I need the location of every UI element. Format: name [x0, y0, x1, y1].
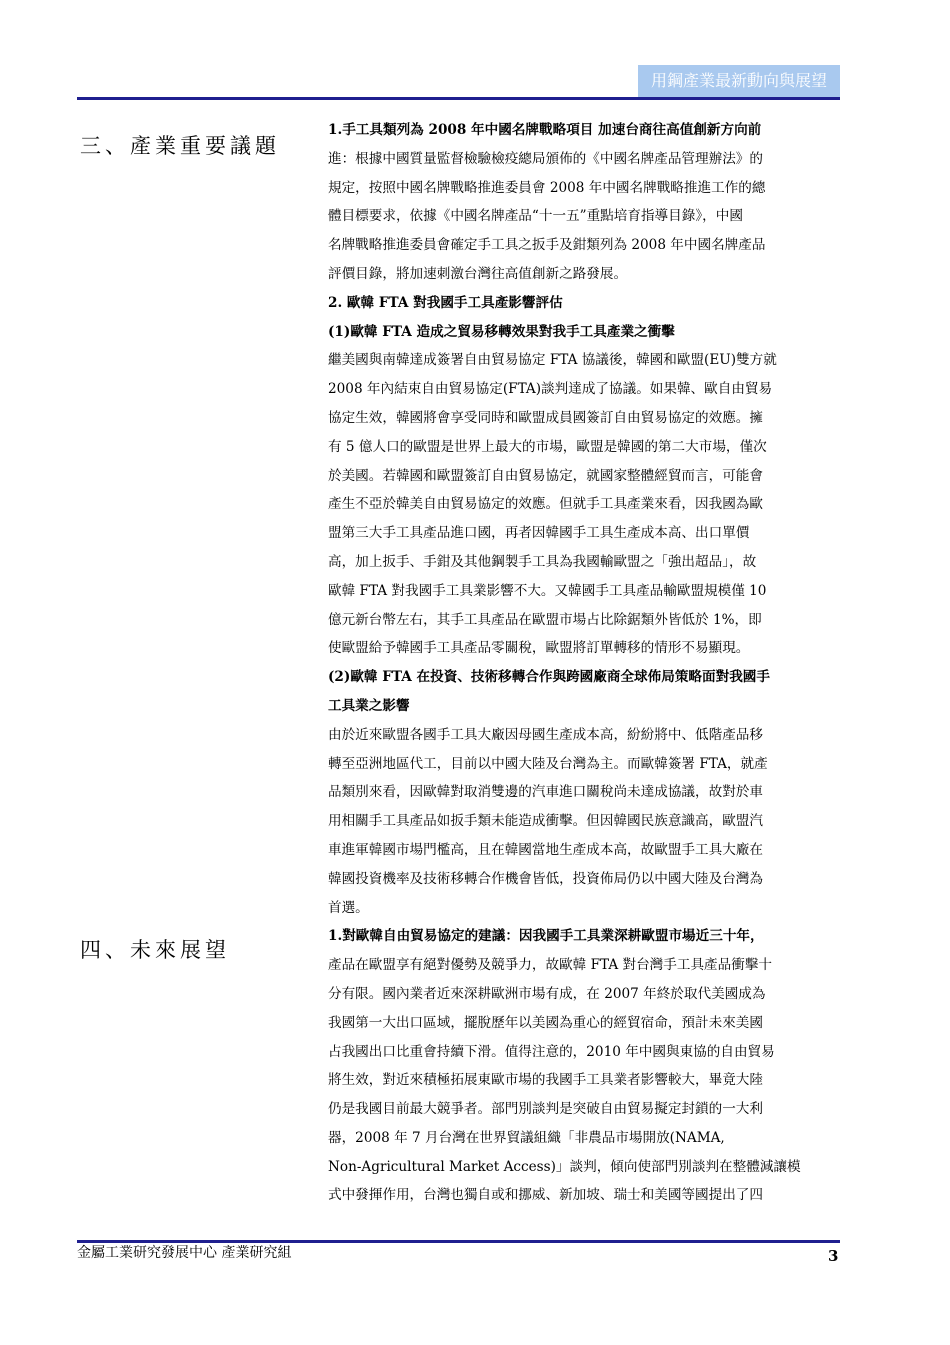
body-line: 高，加上扳手、手鉗及其他鋼製手工具為我國輸歐盟之「強出超品」，故 [328, 553, 757, 570]
body-line: (2)歐韓 FTA 在投資、技術移轉合作與跨國廠商全球佈局策略面對我國手 [328, 669, 770, 686]
section-heading-future-outlook: 四、未來展望 [80, 938, 230, 962]
body-line: 使歐盟給予韓國手工具產品零關稅，歐盟將訂單轉移的情形不易顯現。 [328, 640, 750, 657]
body-line: 用相關手工具產品如扳手類未能造成衝擊。但因韓國民族意識高，歐盟汽 [328, 813, 763, 830]
body-line: 工具業之影響 [328, 697, 410, 714]
body-line: 於美國。若韓國和歐盟簽訂自由貿易協定，就國家整體經貿而言，可能會 [328, 467, 763, 484]
body-text [328, 116, 838, 1210]
body-line: 評價目錄，將加速刺激台灣往高值創新之路發展。 [328, 265, 628, 282]
body-line: Non-Agricultural Market Access)」談判，傾向使部門別談判在整體減讓模 [328, 1158, 801, 1175]
body-line: 2008 年內結束自由貿易協定(FTA)談判達成了協議。如果韓、歐自由貿易 [328, 381, 773, 398]
body-line: 名牌戰略推進委員會確定手工具之扳手及鉗類列為 2008 年中國名牌產品 [328, 237, 766, 254]
body-line: 產品在歐盟享有絕對優勢及競爭力，故歐韓 FTA 對台灣手工具產品衝擊十 [328, 957, 773, 974]
body-line: 式中發揮作用，台灣也獨自或和挪威、新加坡、瑞士和美國等國提出了四 [328, 1187, 763, 1204]
body-line: 車進軍韓國市場門檻高，且在韓國當地生產成本高，故歐盟手工具大廠在 [328, 841, 763, 858]
body-line: 億元新台幣左右，其手工具產品在歐盟市場占比除鋸類外皆低於 1%，即 [328, 611, 762, 628]
body-line: 1.對歐韓自由貿易協定的建議：因我國手工具業深耕歐盟市場近三十年， [328, 928, 764, 945]
body-line: 器，2008 年 7 月台灣在世界貿議組織「非農品市場開放(NAMA, [328, 1129, 725, 1146]
body-line: 盟第三大手工具產品進口國，再者因韓國手工具生產成本高、出口單價 [328, 525, 750, 542]
body-line: (1)歐韓 FTA 造成之貿易移轉效果對我手工具產業之衝擊 [328, 323, 675, 340]
body-line: 品類別來看，因歐韓對取消雙邊的汽車進口關稅尚未達成協議，故對於車 [328, 784, 763, 801]
body-line: 首選。 [328, 899, 369, 916]
body-line: 仍是我國目前最大競爭者。部門別談判是突破自由貿易擬定封鎖的一大利 [328, 1101, 763, 1118]
body-line: 規定，按照中國名牌戰略推進委員會 2008 年中國名牌戰略推進工作的總 [328, 179, 766, 196]
footer-organization: 金屬工業研究發展中心 產業研究組 [77, 1245, 292, 1261]
page-number: 3 [828, 1247, 839, 1265]
body-line: 占我國出口比重會持續下滑。值得注意的，2010 年中國與東協的自由貿易 [328, 1043, 775, 1060]
header-title-tag: 用鋼產業最新動向與展望 [638, 65, 840, 97]
body-line: 歐韓 FTA 對我國手工具業影響不大。又韓國手工具產品輸歐盟規模僅 10 [328, 582, 767, 599]
body-line: 繼美國與南韓達成簽署自由貿易協定 FTA 協議後，韓國和歐盟(EU)雙方就 [328, 352, 777, 369]
body-line: 產生不亞於韓美自由貿易協定的效應。但就手工具產業來看，因我國為歐 [328, 496, 763, 513]
body-line: 分有限。國內業者近來深耕歐洲市場有成，在 2007 年終於取代美國成為 [328, 985, 766, 1002]
body-line: 我國第一大出口區域，擺脫歷年以美國為重心的經貿宿命，預計未來美國 [328, 1014, 763, 1031]
body-line: 韓國投資機率及技術移轉合作機會皆低，投資佈局仍以中國大陸及台灣為 [328, 870, 763, 887]
header-rule [77, 97, 840, 100]
body-line: 1.手工具類列為 2008 年中國名牌戰略項目 加速台商往高值創新方向前 [328, 122, 762, 138]
body-line: 有 5 億人口的歐盟是世界上最大的市場，歐盟是韓國的第二大市場，僅次 [328, 438, 767, 455]
body-line: 體目標要求，依據《中國名牌產品“十一五”重點培育指導目錄》，中國 [328, 208, 743, 225]
body-line: 協定生效，韓國將會享受同時和歐盟成員國簽訂自由貿易協定的效應。擁 [328, 409, 763, 426]
body-line: 進：根據中國質量監督檢驗檢疫總局頒佈的《中國名牌產品管理辦法》的 [328, 150, 763, 167]
body-line: 將生效，對近來積極拓展東歐市場的我國手工具業者影響較大，畢竟大陸 [328, 1072, 763, 1089]
body-line: 由於近來歐盟各國手工具大廠因母國生產成本高，紛紛將中、低階產品移 [328, 726, 763, 743]
section-heading-industry-issues: 三、產業重要議題 [80, 134, 280, 158]
body-line: 2. 歐韓 FTA 對我國手工具產影響評估 [328, 294, 563, 311]
body-line: 轉至亞洲地區代工，目前以中國大陸及台灣為主。而歐韓簽署 FTA，就產 [328, 755, 768, 772]
